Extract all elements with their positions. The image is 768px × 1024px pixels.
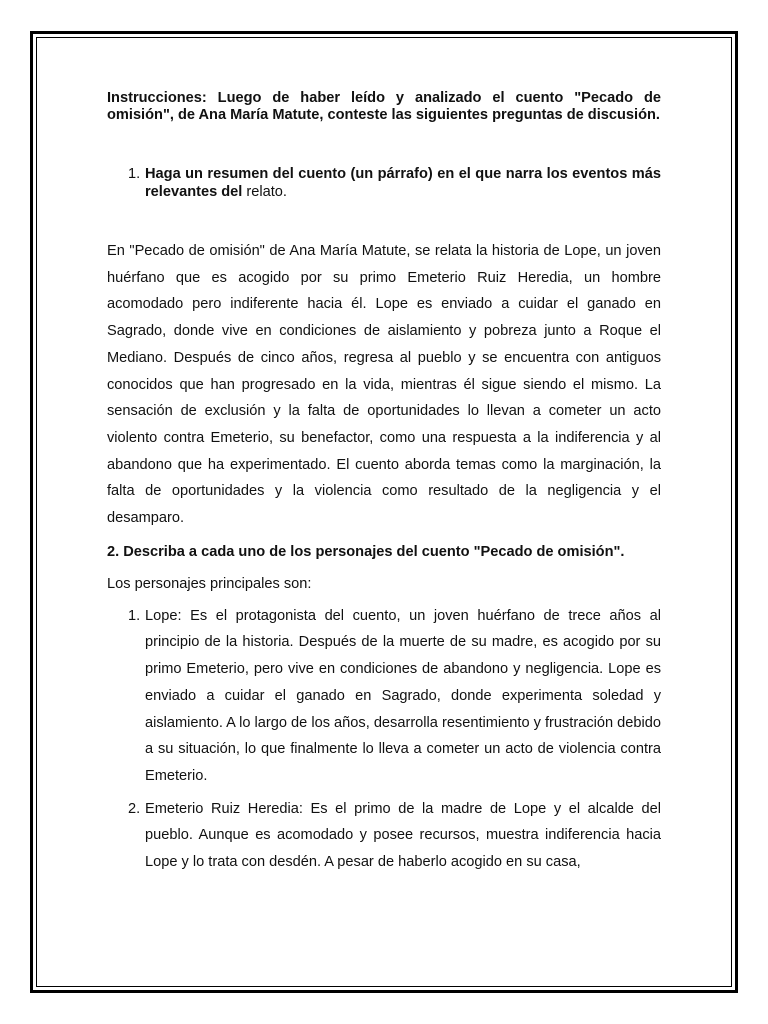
instructions-paragraph: Instrucciones: Luego de haber leído y analizado el cuento "Pecado de omisión", de Ana María Matute, conteste las siguientes preguntas de discusión. — [107, 90, 661, 123]
character-description: Lope: Es el protagonista del cuento, un joven huérfano de trece años al principio de la historia. Después de la muerte de su madre, es acogido por su primo Emeterio, pero vive en condiciones de abandono y negligencia. Lope es enviado a cuidar el ganado en Sagrado, donde experimenta soledad y aislamiento. A lo largo de los años, desarrolla resentimiento y frustración debido a su situación, lo que finalmente lo lleva a cometer un acto de violencia contra Emeterio. — [145, 607, 661, 784]
characters-list — [107, 603, 661, 876]
question-1 — [107, 165, 661, 201]
question-2-heading: 2. Describa a cada uno de los personajes del cuento "Pecado de omisión". — [107, 543, 625, 560]
summary-paragraph: En "Pecado de omisión" de Ana María Matute, se relata la historia de Lope, un joven huérfano que es acogido por su primo Emeterio Ruiz Heredia, un hombre acomodado pero indiferente hacia él. Lope es enviado a cuidar el ganado en Sagrado, donde vive en condiciones de aislamiento y pobreza junto a Roque el Mediano. Después de cinco años, regresa al pueblo y se encuentra con antiguos conocidos que han progresado en la vida, mientras él sigue siendo el mismo. La sensación de exclusión y la falta de oportunidades lo llevan a cometer un acto violento contra Emeterio, su benefactor, como una respuesta a la indiferencia y al abandono que ha experimentado. El cuento aborda temas como la marginación, la falta de oportunidades y la violencia como resultado de la negligencia y el desamparo. — [107, 243, 661, 527]
character-description: Emeterio Ruiz Heredia: Es el primo de la madre de Lope y el alcalde del pueblo. Aunque es acomodado y posee recursos, muestra indiferencia hacia Lope y lo trata con desdén. A pesar de haberlo acogido en su casa, — [145, 800, 661, 871]
character-item-lope — [107, 603, 661, 790]
question-1-number: 1. — [128, 166, 141, 182]
character-number: 2. — [128, 800, 141, 817]
question-1-bold-text: Haga un resumen del cuento (un párrafo) en el que narra los eventos más relevantes del — [145, 166, 661, 200]
document-body — [107, 90, 661, 882]
character-item-emeterio — [107, 796, 661, 876]
question-1-regular-text: relato. — [242, 184, 287, 200]
character-number: 1. — [128, 607, 141, 624]
characters-intro: Los personajes principales son: — [107, 575, 312, 592]
